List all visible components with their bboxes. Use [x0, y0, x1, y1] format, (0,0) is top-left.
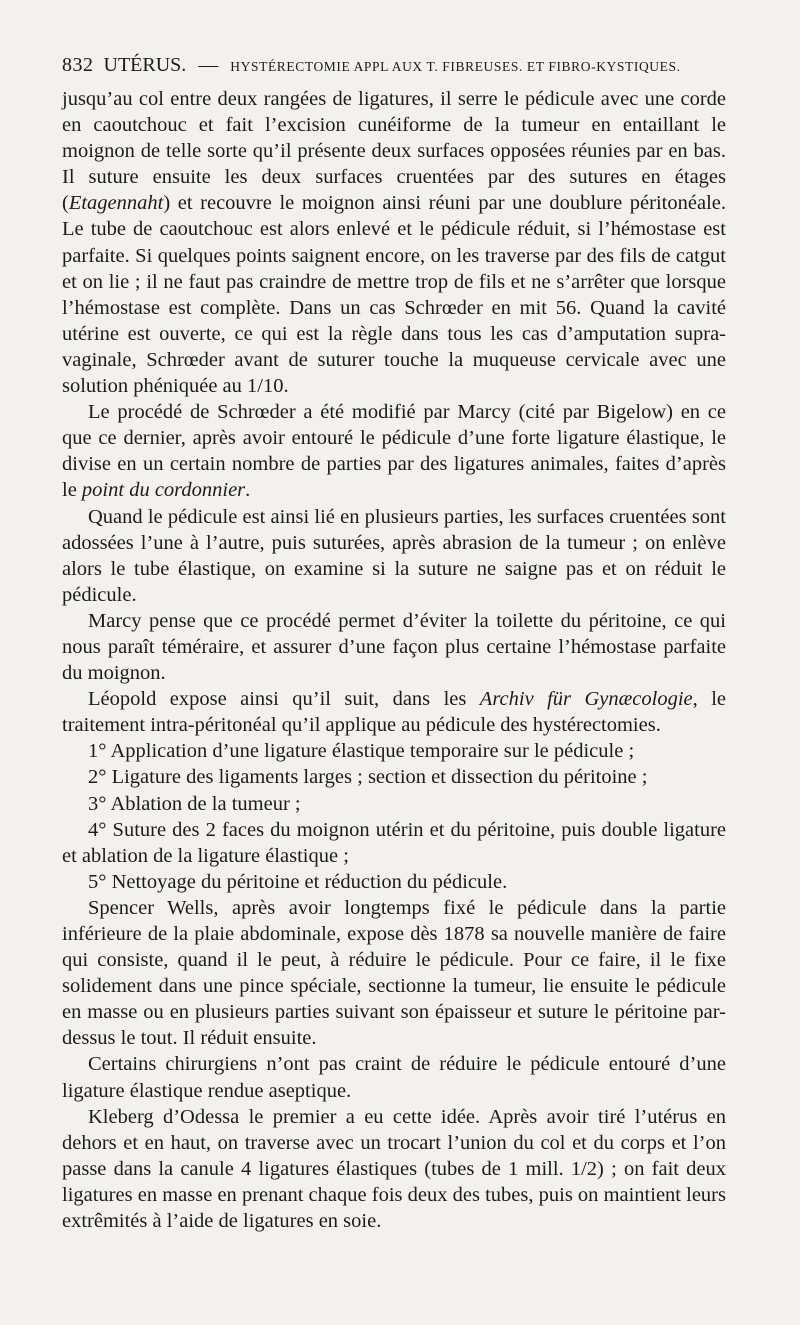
- paragraph: Kleberg d’Odessa le premier a eu cette idée. Après avoir tiré l’utérus en dehors et en haut, on traverse avec un trocart l’union du col et du corps et l’on passe dans la canule 4 ligatures élastiques (tubes de 1 mill. 1/2) ; on fait deux ligatures en masse en prenant chaque fois deux des tubes, puis on maintient leurs extrêmités à l’aide de ligatures en soie.: [62, 1105, 726, 1233]
- italic-term: point du cordonnier: [81, 479, 246, 502]
- paragraph: Léopold expose ainsi qu’il suit, dans les Archiv für Gynæcologie, le traitement intra-péritonéal qu’il applique au pédicule des hystérectomies.: [62, 688, 726, 737]
- list-item: 4° Suture des 2 faces du moignon utérin et du péritoine, puis double ligature et ablation de la ligature élastique ;: [62, 818, 726, 867]
- body-text: [62, 86, 726, 1234]
- page-number: 832: [62, 54, 94, 76]
- paragraph: Le procédé de Schrœder a été modifié par Marcy (cité par Bigelow) en ce que ce dernier, après avoir entouré le pédicule d’une forte ligature élastique, le divise en un certain nombre de parties par des ligatures animales, faites d’après le point du cordonnier.: [62, 401, 726, 502]
- paragraph: Spencer Wells, après avoir longtemps fixé le pédicule dans la partie inférieure de la plaie abdominale, expose dès 1878 sa nouvelle manière de faire qui consiste, quand il le peut, à réduire le pédicule. Pour ce faire, il le fixe solidement dans une pince spéciale, sectionne la tumeur, lie ensuite le pédicule en masse ou en plusieurs parties suivant son épaisseur et suture le péritoine par-dessus le tout. Il réduit ensuite.: [62, 896, 726, 1050]
- section-subtitle: HYSTÉRECTOMIE APPL AUX T. FIBREUSES. ET FIBRO-KYSTIQUES.: [230, 59, 681, 74]
- paragraph: Certains chirurgiens n’ont pas craint de réduire le pédicule entouré d’une ligature élastique rendue aseptique.: [62, 1053, 726, 1102]
- list-item: 1° Application d’une ligature élastique temporaire sur le pédicule ;: [88, 740, 635, 763]
- paragraph: jusqu’au col entre deux rangées de ligatures, il serre le pédicule avec une corde en caoutchouc et fait l’excision cunéiforme de la tumeur en entaillant le moignon de telle sorte qu’il présente deux surfaces opposées réunies par en bas. Il suture ensuite les deux surfaces cruentées par des sutures en étages (Etagennaht) et recouvre le moignon ainsi réuni par une doublure péritonéale. Le tube de caoutchouc est alors enlevé et le pédicule réduit, si l’hémostase est parfaite. Si quelques points saignent encore, on les traverse par des fils de catgut et on lie ; il ne faut pas craindre de mettre trop de fils et ne s’arrêter que lorsque l’hémostase est complète. Dans un cas Schrœder en mit 56. Quand la cavité utérine est ouverte, ce qui est la règle dans tous les cas d’amputation supra-vaginale, Schrœder avant de suturer touche la muqueuse cervicale avec une solution phéniquée au 1/10.: [62, 88, 726, 398]
- header-dash: —: [198, 54, 219, 76]
- list-item: 2° Ligature des ligaments larges ; section et dissection du péritoine ;: [88, 766, 648, 789]
- chapter-title: UTÉRUS.: [103, 54, 187, 76]
- list-item: 5° Nettoyage du péritoine et réduction du pédicule.: [88, 870, 508, 893]
- italic-term: Archiv für Gynæcologie: [479, 688, 693, 711]
- paragraph: Quand le pédicule est ainsi lié en plusieurs parties, les surfaces cruentées sont adossées l’une à l’autre, puis suturées, après abrasion de la tumeur ; on enlève alors le tube élastique, on examine si la suture ne saigne pas et on réduit le pédicule.: [62, 505, 726, 606]
- paragraph: Marcy pense que ce procédé permet d’éviter la toilette du péritoine, ce qui nous paraît téméraire, et assurer d’une façon plus certaine l’hémostase parfaite du moignon.: [62, 609, 726, 685]
- running-header: [62, 52, 742, 80]
- list-item: 3° Ablation de la tumeur ;: [88, 792, 301, 815]
- italic-term: Etagennaht: [68, 192, 164, 215]
